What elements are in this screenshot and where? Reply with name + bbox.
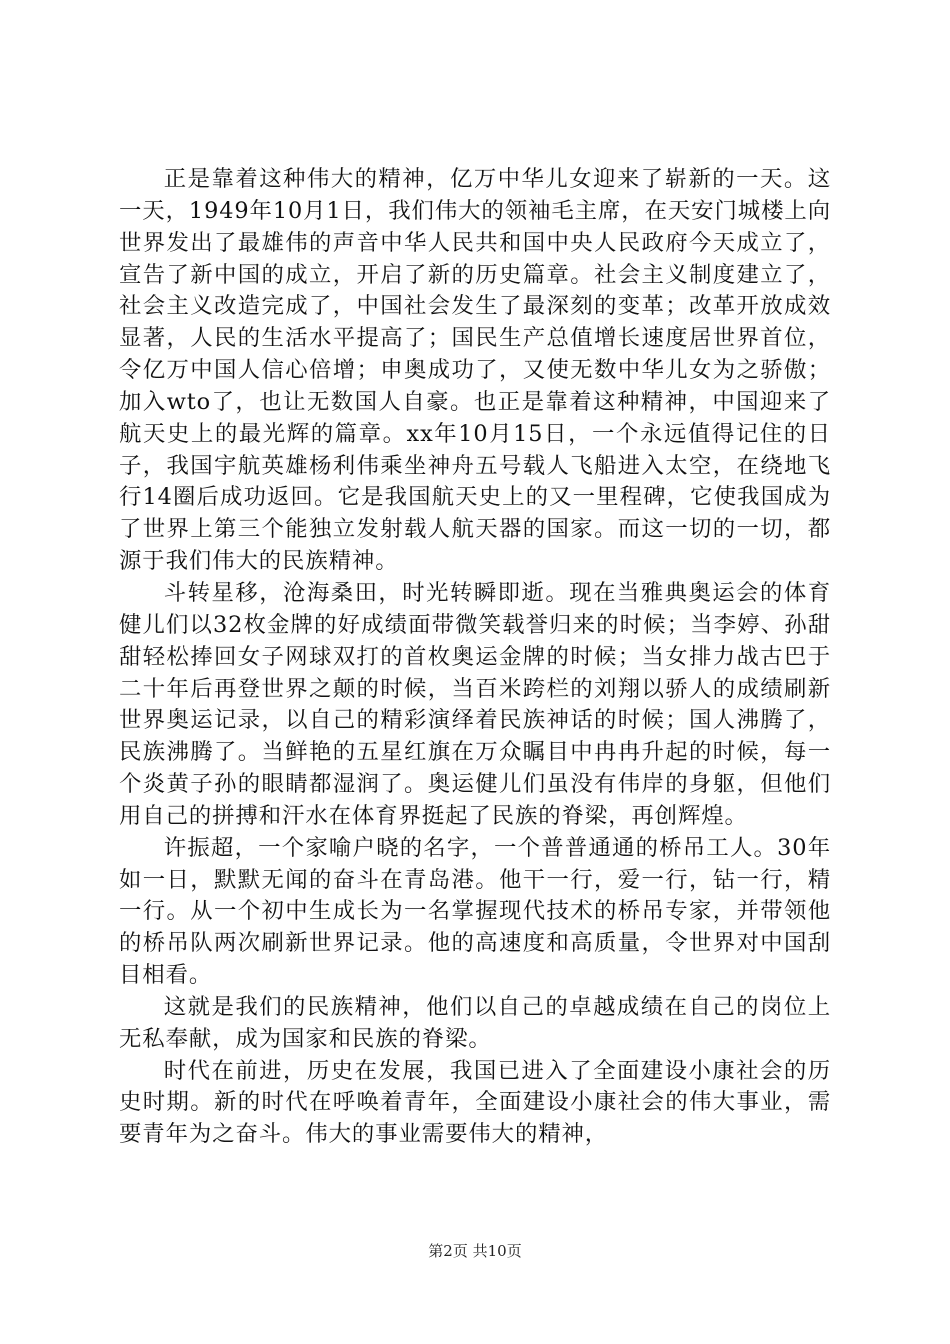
paragraph-4: 这就是我们的民族精神，他们以自己的卓越成绩在自己的岗位上无私奉献，成为国家和民族的脊梁。 [119,993,831,1052]
paragraph-2: 斗转星移，沧海桑田，时光转瞬即逝。现在当雅典奥运会的体育健儿们以32枚金牌的好成绩面带微笑载誉归来的时候；当李婷、孙甜甜轻松捧回女子网球双打的首枚奥运金牌的时候；当女排力战古巴于二十年后再登世界之颠的时候，当百米跨栏的刘翔以骄人的成绩刷新世界奥运记录，以自己的精彩演绎着民族神话的时候；国人沸腾了，民族沸腾了。当鲜艳的五星红旗在万众瞩目中冉冉升起的时候，每一个炎黄子孙的眼睛都湿润了。奥运健儿们虽没有伟岸的身躯，但他们用自己的拼搏和汗水在体育界挺起了民族的脊梁，再创辉煌。 [119,579,831,829]
paragraph-3: 许振超，一个家喻户晓的名字，一个普普通通的桥吊工人。30年如一日，默默无闻的奋斗在青岛港。他干一行，爱一行，钻一行，精一行。从一个初中生成长为一名掌握现代技术的桥吊专家，并带领他的桥吊队两次刷新世界记录。他的高速度和高质量，令世界对中国刮目相看。 [119,834,831,989]
body-text [119,164,831,1151]
paragraph-1: 正是靠着这种伟大的精神，亿万中华儿女迎来了崭新的一天。这一天，1949年10月1日，我们伟大的领袖毛主席，在天安门城楼上向世界发出了最雄伟的声音中华人民共和国中央人民政府今天成立了，宣告了新中国的成立，开启了新的历史篇章。社会主义制度建立了，社会主义改造完成了，中国社会发生了最深刻的变革；改革开放成效显著，人民的生活水平提高了；国民生产总值增长速度居世界首位，令亿万中国人信心倍增；申奥成功了，又使无数中华儿女为之骄傲；加入wto了，也让无数国人自豪。也正是靠着这种精神，中国迎来了航天史上的最光辉的篇章。xx年10月15日，一个永远值得记住的日子，我国宇航英雄杨利伟乘坐神舟五号载人飞船进入太空，在绕地飞行14圈后成功返回。它是我国航天史上的又一里程碑，它使我国成为了世界上第三个能独立发射载人航天器的国家。而这一切的一切，都源于我们伟大的民族精神。 [119,166,831,575]
page-number-footer: 第2页 共10页 [428,1242,522,1260]
paragraph-5: 时代在前进，历史在发展，我国已进入了全面建设小康社会的历史时期。新的时代在呼唤着青年，全面建设小康社会的伟大事业，需要青年为之奋斗。伟大的事业需要伟大的精神， [119,1057,831,1148]
